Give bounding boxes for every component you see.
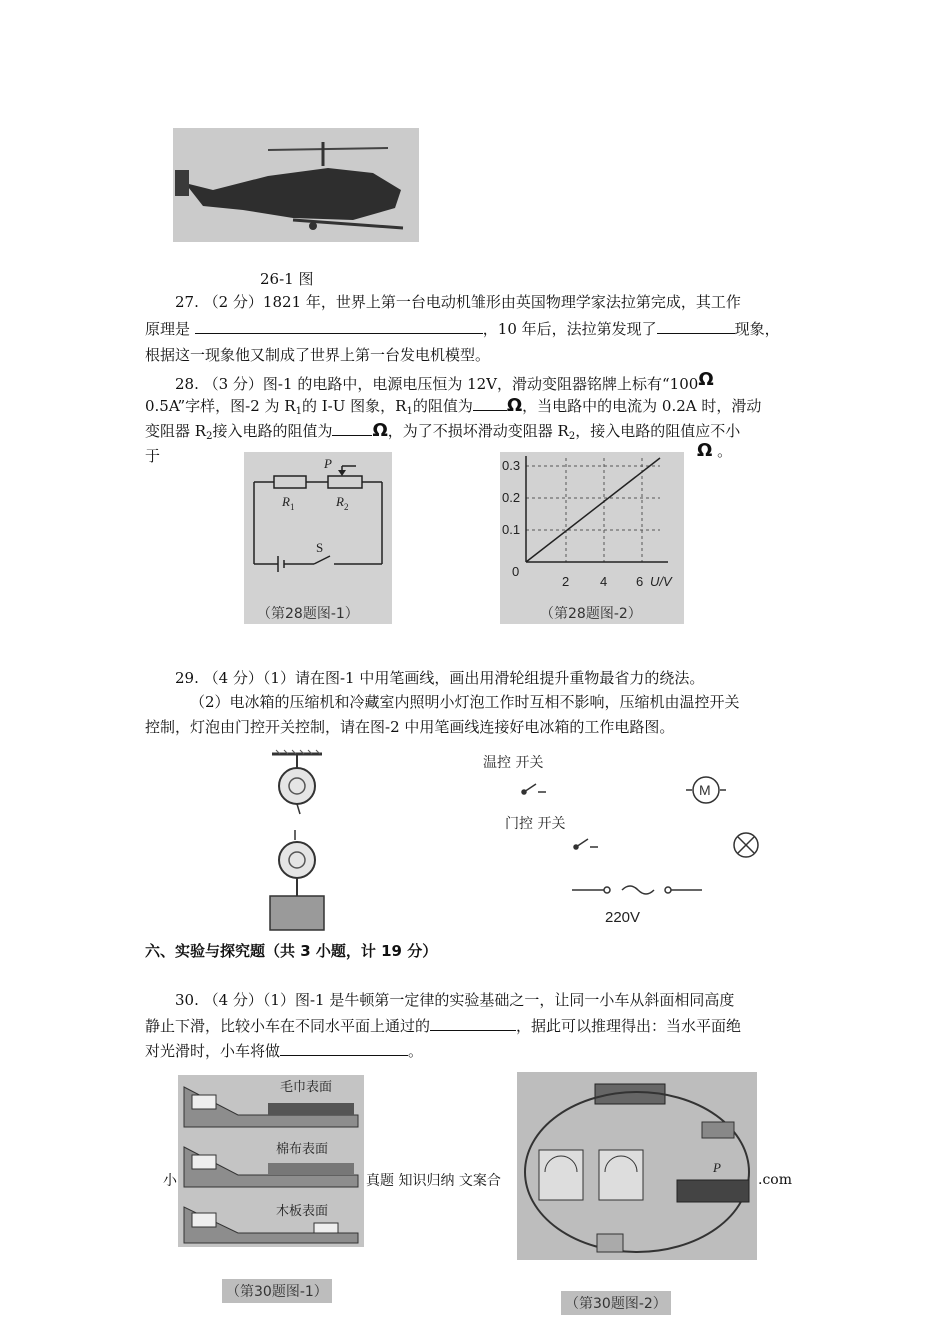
q30-line1: 30. （4 分）（1）图-1 是牛顿第一定律的实验基础之一，让同一小车从斜面相同高度 (175, 991, 735, 1009)
pulley-figure[interactable] (262, 748, 332, 933)
q28-circuit-figure (244, 452, 392, 624)
section-6-title: 六、实验与探究题（共 3 小题，计 19 分） (145, 942, 438, 960)
q27-line2: 原理是 ，10 年后，法拉第发现了 现象， (145, 320, 780, 338)
svg-text:2: 2 (562, 574, 570, 589)
ohm-symbol: Ω (698, 369, 714, 390)
q29-line2: （2）电冰箱的压缩机和冷藏室内照明小灯泡工作时互相不影响，压缩机由温控开关 (190, 693, 740, 711)
voltage-label: 220V (605, 909, 641, 926)
q29-line3: 控制，灯泡由门控开关控制，请在图-2 中用笔画线连接好电冰箱的工作电路图。 (145, 718, 675, 736)
q28-blank-r2[interactable] (332, 421, 372, 436)
cotton-surface-label: 棉布表面 (276, 1142, 329, 1157)
svg-text:0: 0 (512, 564, 520, 579)
svg-text:0.3: 0.3 (502, 458, 521, 473)
fig26-caption: 26-1 图 (260, 270, 314, 288)
towel-surface-label: 毛巾表面 (280, 1080, 333, 1095)
fig1-label-r1: R (282, 494, 290, 509)
q30-blank-motion[interactable] (280, 1041, 408, 1056)
fridge-circuit-figure[interactable] (480, 750, 780, 930)
q30-incline-figure (178, 1075, 364, 1247)
q27-blank-phenomenon[interactable] (657, 319, 735, 334)
q30-blank-distance[interactable] (430, 1016, 516, 1031)
q30-fig1-caption: （第30题图-1） (222, 1279, 332, 1303)
q28-line4-end: Ω 。 (697, 440, 733, 461)
wood-surface-label: 木板表面 (276, 1204, 329, 1219)
fig1-label-p: P (324, 456, 332, 471)
temp-switch-label: 温控 开关 (483, 755, 544, 771)
q28-line2: 0.5A”字样，图-2 为 $R_1$的 I-U 图象，$R_1$的阻值为 Ω，当电路中的电流为 0.2A 时，滑动 (145, 395, 762, 417)
svg-text:0.2: 0.2 (502, 490, 521, 505)
q28-line1: 28. （3 分）图-1 的电路中，电源电压恒为 12V，滑动变阻器铭牌上标有“100Ω (175, 369, 714, 393)
q28-iu-graph (500, 452, 684, 624)
svg-text:0.1: 0.1 (502, 522, 521, 537)
svg-text:6: 6 (636, 574, 644, 589)
q28-blank-r1[interactable] (473, 396, 507, 411)
svg-text:U/V: U/V (650, 574, 672, 589)
q30-line2: 静止下滑，比较小车在不同水平面上通过的 ，据此可以推理得出：当水平面绝 (145, 1017, 742, 1035)
q28-fig2-caption: （第28题图-2） (540, 606, 642, 622)
fig1-label-r2: R (336, 494, 344, 509)
q30-line3: 对光滑时，小车将做 。 (145, 1042, 424, 1060)
q29-line1: 29. （4 分）（1）请在图-1 中用笔画线，画出用滑轮组提升重物最省力的绕法。 (175, 669, 705, 687)
svg-text:M: M (699, 782, 711, 798)
svg-text:4: 4 (600, 574, 608, 589)
svg-text:1: 1 (290, 502, 295, 512)
q27-line1: 27. （2 分）1821 年，世界上第一台电动机雏形由英国物理学家法拉第完成，其工作 (175, 293, 741, 311)
q27-line3: 根据这一现象他又制成了世界上第一台发电机模型。 (145, 346, 491, 364)
footer-right: .com (758, 1172, 792, 1188)
helicopter-photo (173, 128, 419, 242)
q28-line3: 变阻器 $R_2$接入电路的阻值为 Ω，为了不损坏滑动变阻器 $R_2$，接入电路的阻值应不小 (145, 420, 741, 442)
q30-circuit-figure (517, 1072, 757, 1260)
svg-text:2: 2 (344, 502, 349, 512)
q27-blank-principle[interactable] (195, 319, 483, 334)
q28-fig1-caption: （第28题图-1） (257, 606, 359, 622)
footer-left: 小 (163, 1173, 177, 1189)
q28-line4: 于 (145, 447, 161, 465)
footer-middle: 真题 知识归纳 文案合 (366, 1173, 501, 1189)
q30-fig2-caption: （第30题图-2） (561, 1291, 671, 1315)
fig1-label-s: S (316, 540, 324, 555)
door-switch-label: 门控 开关 (505, 816, 566, 832)
svg-text:P: P (713, 1160, 721, 1175)
